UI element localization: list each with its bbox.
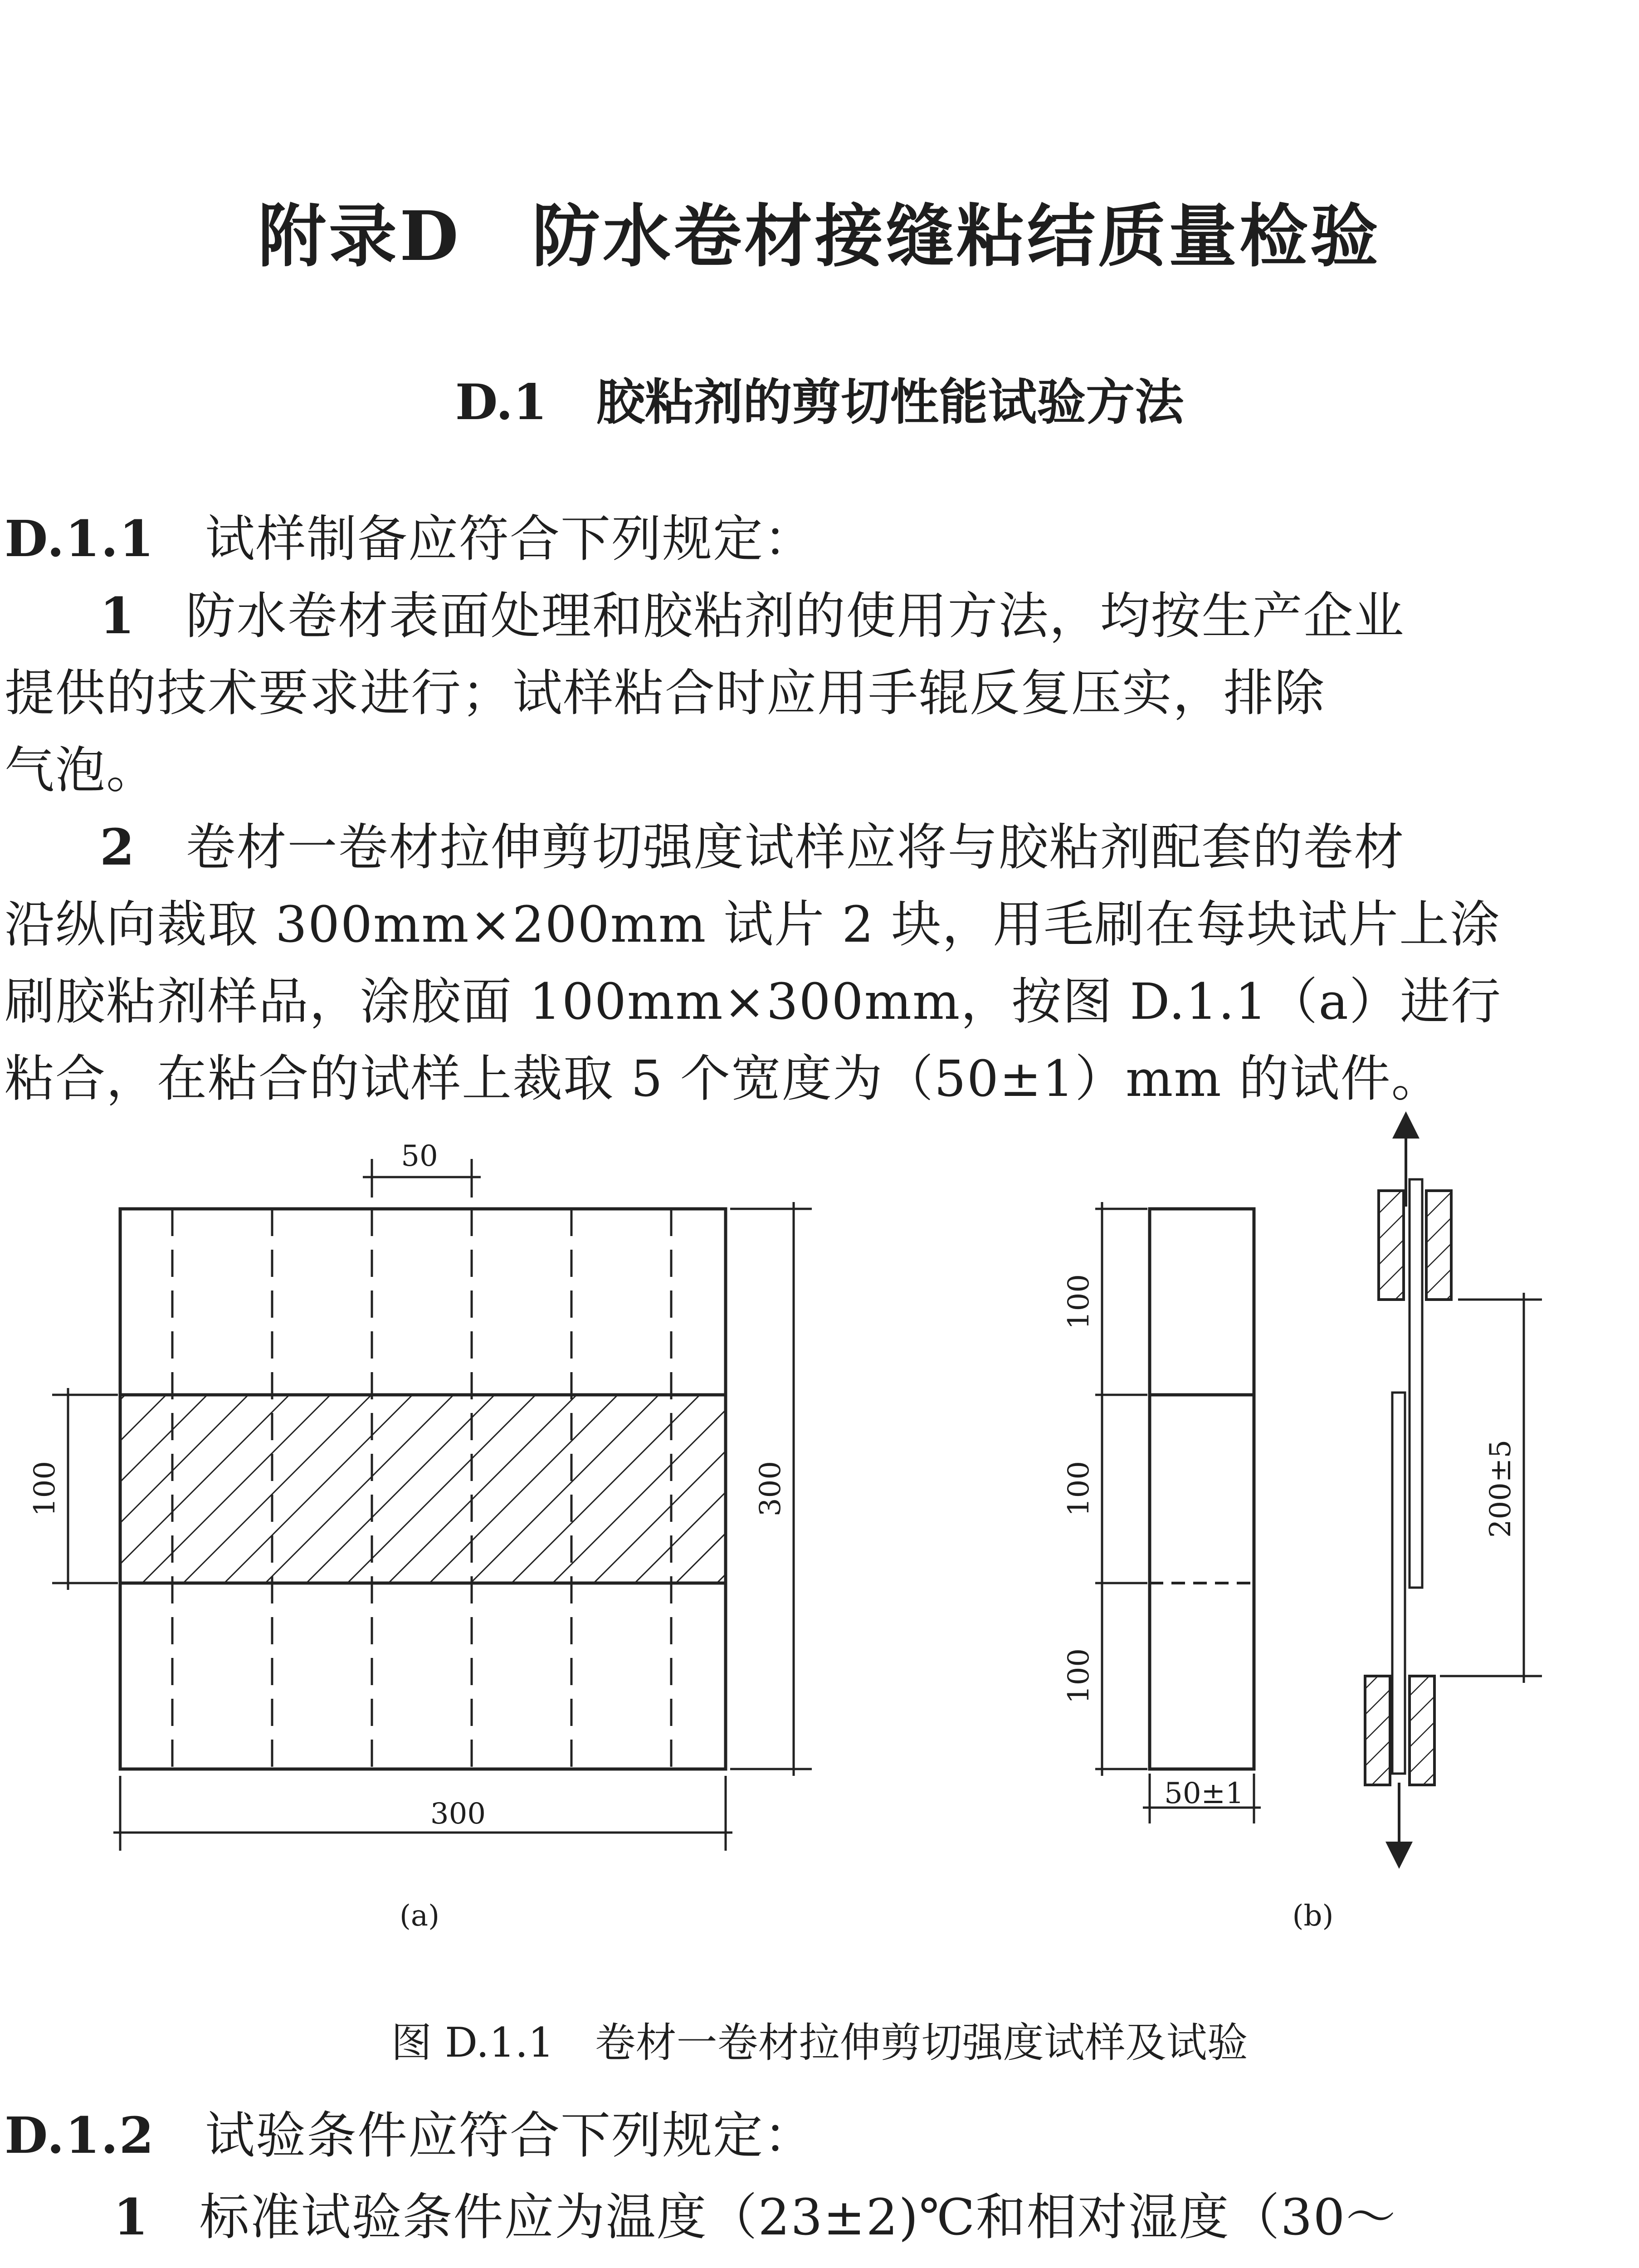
clause-text: 试样制备应符合下列规定： — [205, 510, 815, 568]
strip-dim-1: 100 — [1062, 1274, 1096, 1330]
dim-left — [52, 1388, 118, 1590]
appendix-title: 附录D 防水卷材接缝粘结质量检验 — [258, 196, 1381, 276]
clause-text: 试验条件应符合下列规定： — [205, 2107, 815, 2165]
dim-bottom — [113, 1776, 732, 1851]
strip-dims — [1095, 1202, 1147, 1776]
upper-strip — [1410, 1179, 1422, 1588]
item-2-line-3: 刷胶粘剂样品，涂胶面 100mm×300mm，按图 D.1.1（a）进行 — [5, 973, 1502, 1031]
dim-top-label: 50 — [401, 1139, 438, 1173]
dim-bottom-label: 300 — [430, 1797, 486, 1831]
strip-width-label: 50±1 — [1164, 1777, 1244, 1810]
strip-outline — [1150, 1209, 1254, 1769]
item-2-line-4: 粘合，在粘合的试样上裁取 5 个宽度为（50±1）mm 的试件。 — [5, 1050, 1442, 1108]
lower-strip — [1392, 1393, 1405, 1774]
upper-grip-left — [1379, 1191, 1404, 1300]
figure-b-label: (b) — [1292, 1899, 1334, 1933]
grip-distance-label: 200±5 — [1484, 1439, 1517, 1538]
adhesive-area-hatch — [120, 1395, 726, 1583]
clause-number: D.1.1 — [5, 509, 155, 568]
item-1-line-3: 气泡。 — [5, 741, 157, 799]
upper-grip-right — [1426, 1191, 1451, 1300]
item-number: 1 — [113, 2188, 149, 2246]
strip-dim-3: 100 — [1062, 1648, 1096, 1704]
figure-b — [1062, 1125, 1542, 1933]
clause-d-1-2 — [5, 2096, 815, 2167]
item-number: 1 — [100, 587, 136, 645]
strip-dim-2: 100 — [1062, 1461, 1096, 1517]
item-3-line-1 — [113, 2177, 1397, 2249]
item-1-line-2: 提供的技术要求进行；试样粘合时应用手辊反复压实，排除 — [5, 664, 1325, 722]
lower-grip-right — [1410, 1676, 1434, 1785]
figure-a — [28, 1139, 812, 1933]
item-2-line-2: 沿纵向裁取 300mm×200mm 试片 2 块，用毛刷在每块试片上涂 — [5, 895, 1501, 953]
lower-grip-left — [1365, 1676, 1390, 1785]
dim-left-label: 100 — [28, 1461, 62, 1517]
figure-a-label: (a) — [399, 1899, 440, 1933]
item-text: 标准试验条件应为温度（23±2)℃和相对湿度（30～ — [199, 2188, 1397, 2246]
item-text: 卷材一卷材拉伸剪切强度试样应将与胶粘剂配套的卷材 — [185, 818, 1405, 876]
item-number: 2 — [100, 818, 136, 876]
item-text: 防水卷材表面处理和胶粘剂的使用方法，均按生产企业 — [185, 587, 1405, 645]
figure-caption: 图 D.1.1 卷材一卷材拉伸剪切强度试样及试验 — [391, 2019, 1248, 2067]
section-heading: D.1 胶粘剂的剪切性能试验方法 — [455, 374, 1184, 431]
clause-number: D.1.2 — [5, 2106, 155, 2165]
item-3-line-2 — [5, 2257, 192, 2268]
dim-right-label: 300 — [754, 1461, 787, 1517]
